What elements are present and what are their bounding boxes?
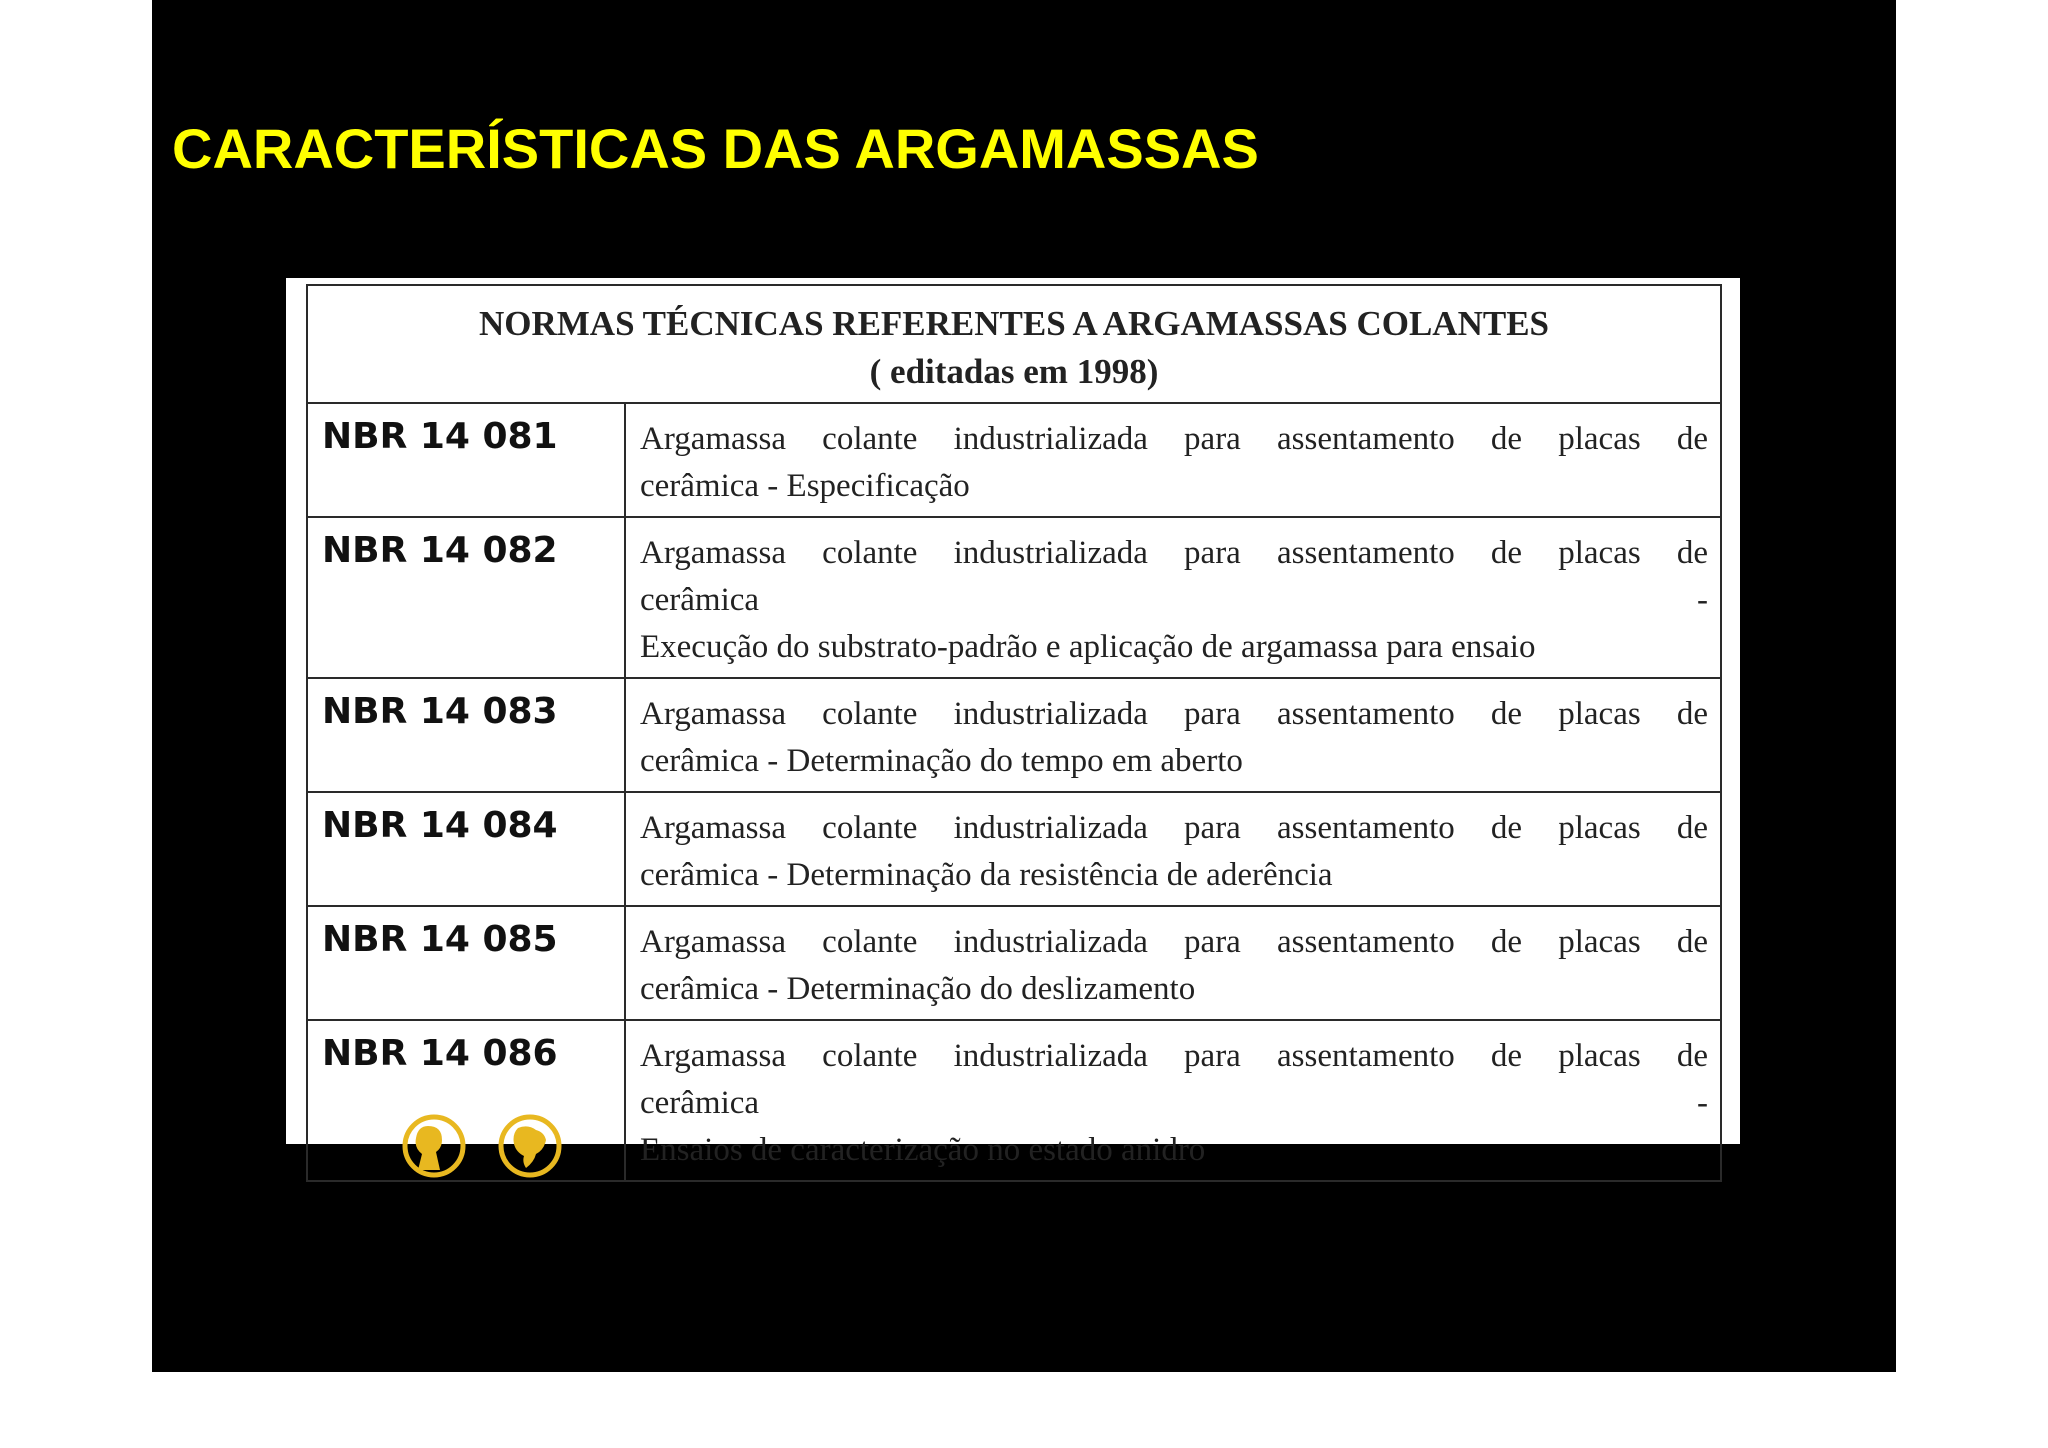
norm-code: NBR 14 083 [307, 678, 625, 792]
norm-description-line [640, 1080, 1708, 1127]
norm-description [625, 403, 1721, 517]
norm-code: NBR 14 085 [307, 906, 625, 1020]
norm-description [625, 906, 1721, 1020]
norm-description [625, 1020, 1721, 1181]
table-row [307, 1020, 1721, 1181]
institution-logos-icon [394, 1112, 584, 1178]
norm-code: NBR 14 084 [307, 792, 625, 906]
norm-description-line: Argamassa colante industrializada para assentamento de placas de [640, 1038, 1709, 1074]
norm-description [625, 792, 1721, 906]
norm-code: NBR 14 086 [322, 1033, 558, 1074]
norm-description-line: Argamassa colante industrializada para assentamento de placas de [640, 810, 1709, 846]
norm-description-text: cerâmica [640, 1085, 760, 1121]
norm-description-line: cerâmica - Determinação do tempo em aberto [640, 743, 1243, 779]
table-heading-subtitle: ( editadas em 1998) [869, 352, 1159, 391]
norm-description-line: Argamassa colante industrializada para assentamento de placas de [640, 696, 1709, 732]
norm-description [625, 678, 1721, 792]
norm-code: NBR 14 081 [307, 403, 625, 517]
norm-description-line: cerâmica - Determinação da resistência de aderência [640, 857, 1333, 893]
table-heading [307, 285, 1721, 403]
table-heading-title: NORMAS TÉCNICAS REFERENTES A ARGAMASSAS COLANTES [479, 304, 1550, 343]
norm-description-line: cerâmica - Especificação [640, 468, 970, 504]
norm-description [625, 517, 1721, 678]
norm-description-line: Argamassa colante industrializada para assentamento de placas de [640, 535, 1709, 571]
table-row [307, 403, 1721, 517]
norm-description-line: cerâmica - Determinação do deslizamento [640, 971, 1196, 1007]
norm-description-line: Argamassa colante industrializada para assentamento de placas de [640, 421, 1709, 457]
norm-description-line: Argamassa colante industrializada para assentamento de placas de [640, 924, 1709, 960]
norms-table [306, 284, 1722, 1182]
norm-description-line: Ensaios de caracterização no estado anidro [640, 1132, 1206, 1168]
slide-title: CARACTERÍSTICAS DAS ARGAMASSAS [172, 117, 1259, 180]
table-row [307, 517, 1721, 678]
norm-description-text: cerâmica [640, 582, 760, 618]
table-image-panel [286, 278, 1740, 1168]
table-row [307, 678, 1721, 792]
table-row [307, 792, 1721, 906]
table-row [307, 906, 1721, 1020]
norm-code: NBR 14 082 [307, 517, 625, 678]
norm-description-line [640, 577, 1708, 624]
norm-description-dash: - [1697, 582, 1709, 618]
norm-description-dash: - [1697, 1085, 1709, 1121]
slide [152, 0, 1896, 1372]
table-header-row [307, 285, 1721, 403]
norm-code-cell [307, 1020, 625, 1181]
norm-description-line: Execução do substrato-padrão e aplicação de argamassa para ensaio [640, 629, 1536, 665]
